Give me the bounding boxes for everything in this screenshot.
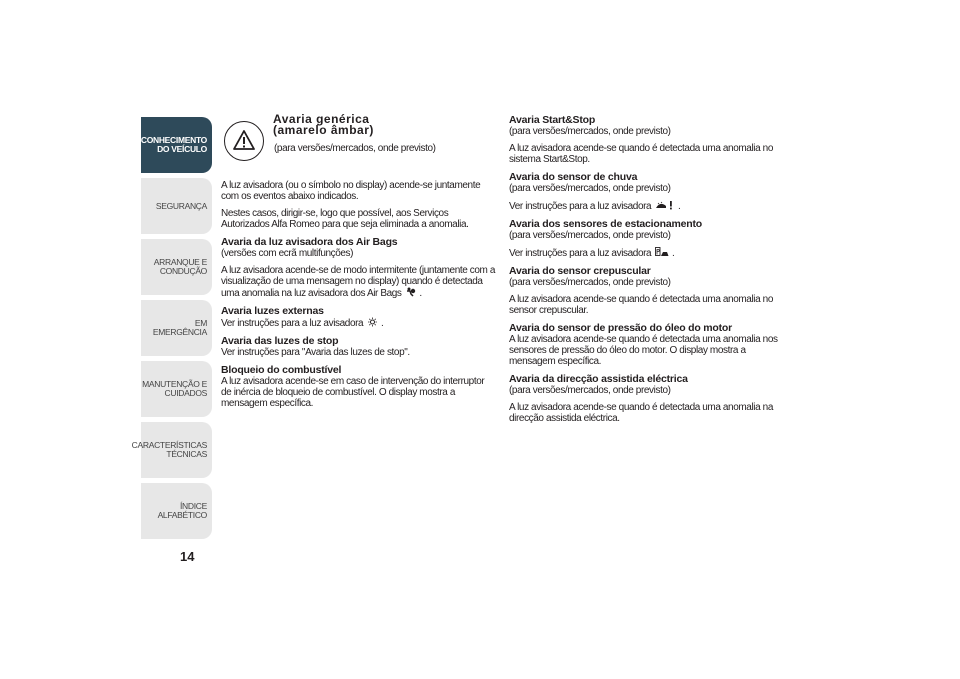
parking-sensors-text: Ver instruções para a luz avisadora <box>509 248 652 259</box>
tab-label: MANUTENÇÃO E CUIDADOS <box>142 379 207 398</box>
tab-arranque-e-conducao[interactable] <box>141 239 212 295</box>
stop-lights-heading: Avaria das luzes de stop <box>221 335 339 347</box>
airbag-icon <box>405 287 416 297</box>
tab-label: CONHECIMENTO DO VEÍCULO <box>140 135 207 154</box>
parking-sensors-period: . <box>669 248 675 259</box>
tab-label: CARACTERÍSTICAS TÉCNICAS <box>131 440 207 459</box>
tab-seguranca[interactable] <box>141 178 212 234</box>
bulb-icon <box>367 317 378 327</box>
airbag-paragraph <box>221 265 496 299</box>
power-steering-text: A luz avisadora acende-se quando é detectada uma anomalia na direcção assistida eléctrica. <box>509 402 773 424</box>
tab-caracteristicas-tecnicas[interactable] <box>131 422 212 478</box>
header-subtitle: (para versões/mercados, onde previsto) <box>274 143 436 154</box>
start-stop-text: A luz avisadora acende-se quando é detectada uma anomalia no sistema Start&Stop. <box>509 143 773 165</box>
external-lights-text: Ver instruções para a luz avisadora <box>221 318 364 329</box>
rain-sensor-icon <box>655 200 675 210</box>
tab-label: EM EMERGÊNCIA <box>152 318 207 337</box>
warning-triangle-icon <box>224 121 264 161</box>
tab-conhecimento-do-veiculo[interactable] <box>141 117 212 173</box>
rain-sensor-heading: Avaria do sensor de chuva <box>509 171 638 183</box>
page-number: 14 <box>180 549 195 564</box>
section-sidebar <box>131 117 212 544</box>
stop-lights-text: Ver instruções para "Avaria das luzes de stop". <box>221 347 410 358</box>
parking-sensors-heading: Avaria dos sensores de estacionamento <box>509 218 702 230</box>
section-header <box>221 114 501 174</box>
start-stop-subtitle: (para versões/mercados, onde previsto) <box>509 126 671 137</box>
intro-paragraph-1: A luz avisadora (ou o símbolo no display) acende-se juntamente com os eventos abaixo indicados. <box>221 180 481 202</box>
title-line-1: Avaria genérica <box>273 112 370 126</box>
external-lights-period: . <box>378 318 384 329</box>
tab-label: ÍNDICE ALFABÉTICO <box>157 501 207 520</box>
dusk-sensor-heading: Avaria do sensor crepuscular <box>509 265 651 277</box>
rain-sensor-paragraph <box>509 200 794 212</box>
tab-em-emergencia[interactable] <box>141 300 212 356</box>
external-lights-paragraph <box>221 317 496 329</box>
fuel-cutoff-text: A luz avisadora acende-se em caso de intervenção do interruptor de inércia de bloqueio de combustível. O display mostra a mensagem específica. <box>221 376 485 409</box>
parking-sensors-paragraph <box>509 247 794 259</box>
start-stop-heading: Avaria Start&Stop <box>509 114 596 126</box>
parking-sensors-subtitle: (para versões/mercados, onde previsto) <box>509 230 671 241</box>
oil-pressure-text: A luz avisadora acende-se quando é detectada uma anomalia nos sensores de pressão do óleo do motor. O display mostra a mensagem específica. <box>509 334 778 367</box>
power-steering-heading: Avaria da direcção assistida eléctrica <box>509 373 688 385</box>
external-lights-heading: Avaria luzes externas <box>221 305 324 317</box>
column-right <box>509 115 794 430</box>
rain-sensor-period: . <box>675 201 681 212</box>
airbag-heading: Avaria da luz avisadora dos Air Bags <box>221 236 398 248</box>
rain-sensor-text: Ver instruções para a luz avisadora <box>509 201 652 212</box>
page-title <box>273 114 374 136</box>
power-steering-subtitle: (para versões/mercados, onde previsto) <box>509 385 671 396</box>
airbag-subtitle: (versões com ecrã multifunções) <box>221 248 354 259</box>
intro-paragraph-2: Nestes casos, dirigir-se, logo que possível, aos Serviços Autorizados Alfa Romeo para que seja eliminada a anomalia. <box>221 208 469 230</box>
tab-manutencao-e-cuidados[interactable] <box>141 361 212 417</box>
dusk-sensor-subtitle: (para versões/mercados, onde previsto) <box>509 277 671 288</box>
tab-indice-alfabetico[interactable] <box>141 483 212 539</box>
tab-label: SEGURANÇA <box>155 200 207 211</box>
dusk-sensor-text: A luz avisadora acende-se quando é detectada uma anomalia no sensor crepuscular. <box>509 294 773 316</box>
tab-label: ARRANQUE E CONDUÇÃO <box>153 257 207 276</box>
rain-sensor-subtitle: (para versões/mercados, onde previsto) <box>509 183 671 194</box>
airbag-text: A luz avisadora acende-se de modo intermitente (juntamente com a visualização de uma mensagem no display) quando é detectada uma anomalia na luz avisadora dos Air Bags <box>221 265 496 299</box>
airbag-period: . <box>416 288 422 299</box>
parking-sensor-icon <box>655 247 669 257</box>
title-line-2: (amarelo âmbar) <box>273 123 374 137</box>
oil-pressure-heading: Avaria do sensor de pressão do óleo do motor <box>509 322 733 334</box>
fuel-cutoff-heading: Bloqueio do combustível <box>221 364 342 376</box>
column-left <box>221 180 496 415</box>
